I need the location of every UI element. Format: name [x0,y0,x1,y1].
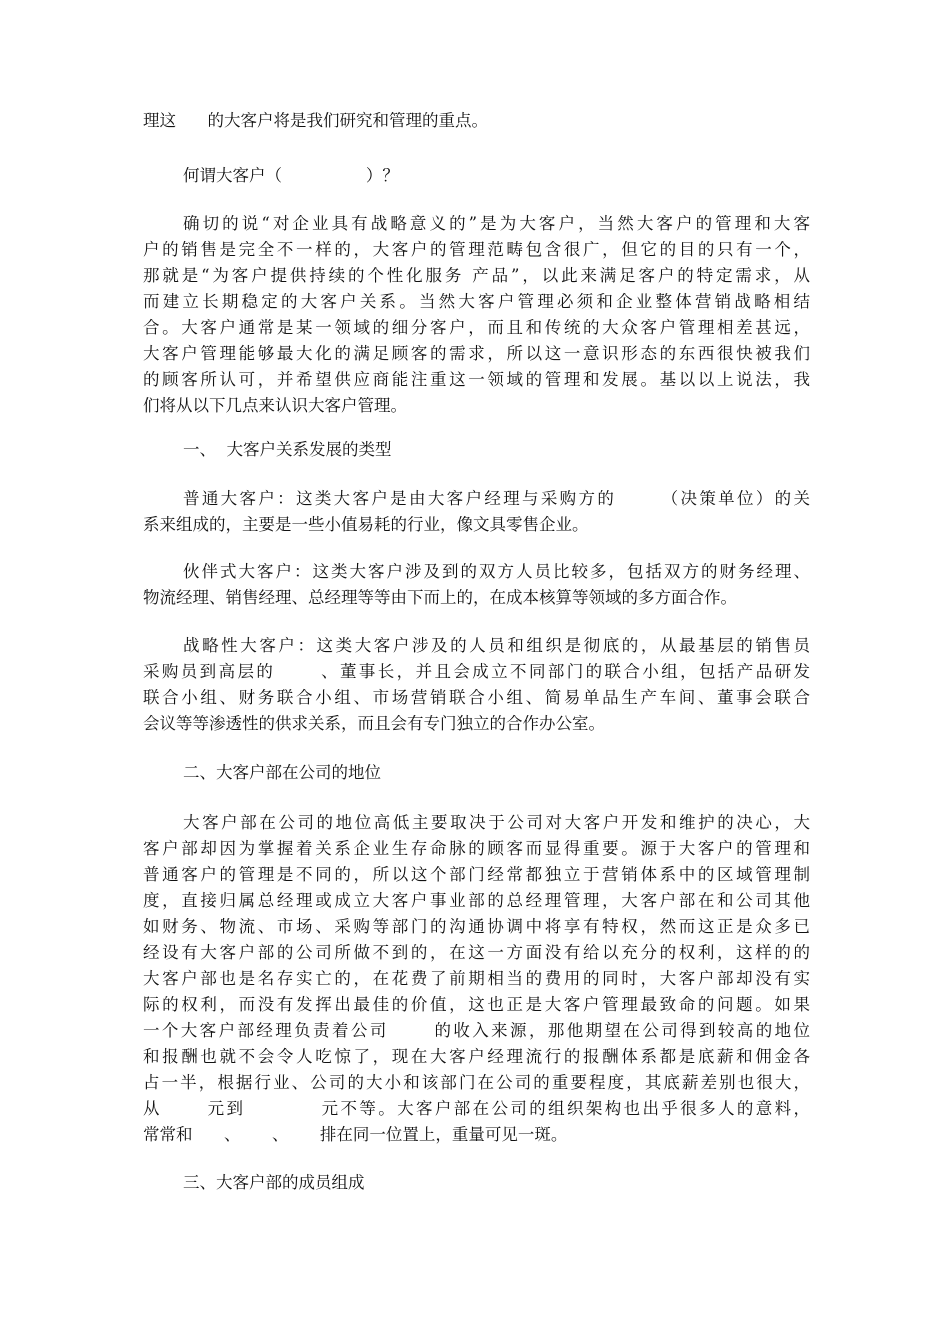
paragraph-7-line-3: 联合小组、财务联合小组、市场营销联合小组、简易单品生产车间、董事会联合 [143,688,810,707]
paragraph-3-line-8: 们将从以下几点来认识大客户管理。 [143,396,407,415]
section-heading-2: 二、大客户部在公司的地位 [183,763,381,782]
paragraph-9-line-1: 大客户部在公司的地位高低主要取决于公司对大客户开发和维护的决心，大 [183,813,810,832]
paragraph-5-line-2: 系来组成的，主要是一些小值易耗的行业，像文具零售企业。 [143,515,589,534]
paragraph-3-line-6: 大客户管理能够最大化的满足顾客的需求，所以这一意识形态的东西很快被我们 [143,344,810,363]
paragraph-9-line-9: 一个大客户部经理负责着公司 的收入来源，那他期望在公司得到较高的地位 [143,1021,810,1040]
paragraph-5-line-1: 普通大客户：这类大客户是由大客户经理与采购方的 （决策单位）的关 [183,489,810,508]
paragraph-9-line-10: 和报酬也就不会令人吃惊了，现在大客户经理流行的报酬体系都是底薪和佣金各 [143,1047,810,1066]
paragraph-9-line-7: 大客户部也是名存实亡的，在花费了前期相当的费用的同时，大客户部却没有实 [143,969,810,988]
section-heading-1: 一、 大客户关系发展的类型 [183,440,392,459]
paragraph-7-line-4: 会议等等渗透性的供求关系，而且会有专门独立的合作办公室。 [143,714,605,733]
paragraph-7-line-2: 采购员到高层的 、董事长，并且会成立不同部门的联合小组，包括产品研发 [143,662,810,681]
paragraph-9-line-12: 从 元到 元不等。大客户部在公司的组织架构也出乎很多人的意料， [143,1099,810,1118]
paragraph-3-line-4: 而建立长期稳定的大客户关系。当然大客户管理必须和企业整体营销战略相结 [143,292,810,311]
paragraph-9-line-4: 度，直接归属总经理或成立大客户事业部的总经理管理，大客户部在和公司其他 [143,891,810,910]
paragraph-9-line-5: 如财务、物流、市场、采购等部门的沟通协调中将享有特权，然而这正是众多已 [143,917,810,936]
section-heading-3: 三、大客户部的成员组成 [183,1173,365,1192]
paragraph-9-line-2: 客户部却因为掌握着关系企业生存命脉的顾客而显得重要。源于大客户的管理和 [143,839,810,858]
paragraph-9-line-8: 际的权利，而没有发挥出最佳的价值，这也正是大客户管理最致命的问题。如果 [143,995,810,1014]
paragraph-3-line-3: 那就是“为客户提供持续的个性化服务 产品”，以此来满足客户的特定需求，从 [143,266,810,285]
paragraph-9-line-13: 常常和 、 、 排在同一位置上，重量可见一斑。 [143,1125,568,1144]
paragraph-3-line-5: 合。大客户通常是某一领域的细分客户，而且和传统的大众客户管理相差甚远， [143,318,810,337]
section-question-heading: 何谓大客户（ ）？ [183,166,399,185]
paragraph-7-line-1: 战略性大客户：这类大客户涉及的人员和组织是彻底的，从最基层的销售员 [183,636,810,655]
paragraph-9-line-3: 普通客户的管理是不同的，所以这个部门经常都独立于营销体系中的区域管理制 [143,865,810,884]
paragraph-9-line-6: 经设有大客户部的公司所做不到的，在这一方面没有给以充分的权利，这样的的 [143,943,810,962]
paragraph-3-line-2: 户的销售是完全不一样的，大客户的管理范畴包含很广，但它的目的只有一个， [143,240,810,259]
paragraph-3-line-7: 的顾客所认可，并希望供应商能注重这一领域的管理和发展。基以以上说法，我 [143,370,810,389]
paragraph-6-line-1: 伙伴式大客户：这类大客户涉及到的双方人员比较多，包括双方的财务经理、 [183,562,810,581]
paragraph-9-line-11: 占一半，根据行业、公司的大小和该部门在公司的重要程度，其底薪差别也很大， [143,1073,810,1092]
paragraph-6-line-2: 物流经理、销售经理、总经理等等由下而上的，在成本核算等领域的多方面合作。 [143,588,737,607]
paragraph-1-line-1: 理这 的大客户将是我们研究和管理的重点。 [143,111,488,130]
paragraph-3-line-1: 确切的说“对企业具有战略意义的”是为大客户，当然大客户的管理和大客 [183,214,810,233]
